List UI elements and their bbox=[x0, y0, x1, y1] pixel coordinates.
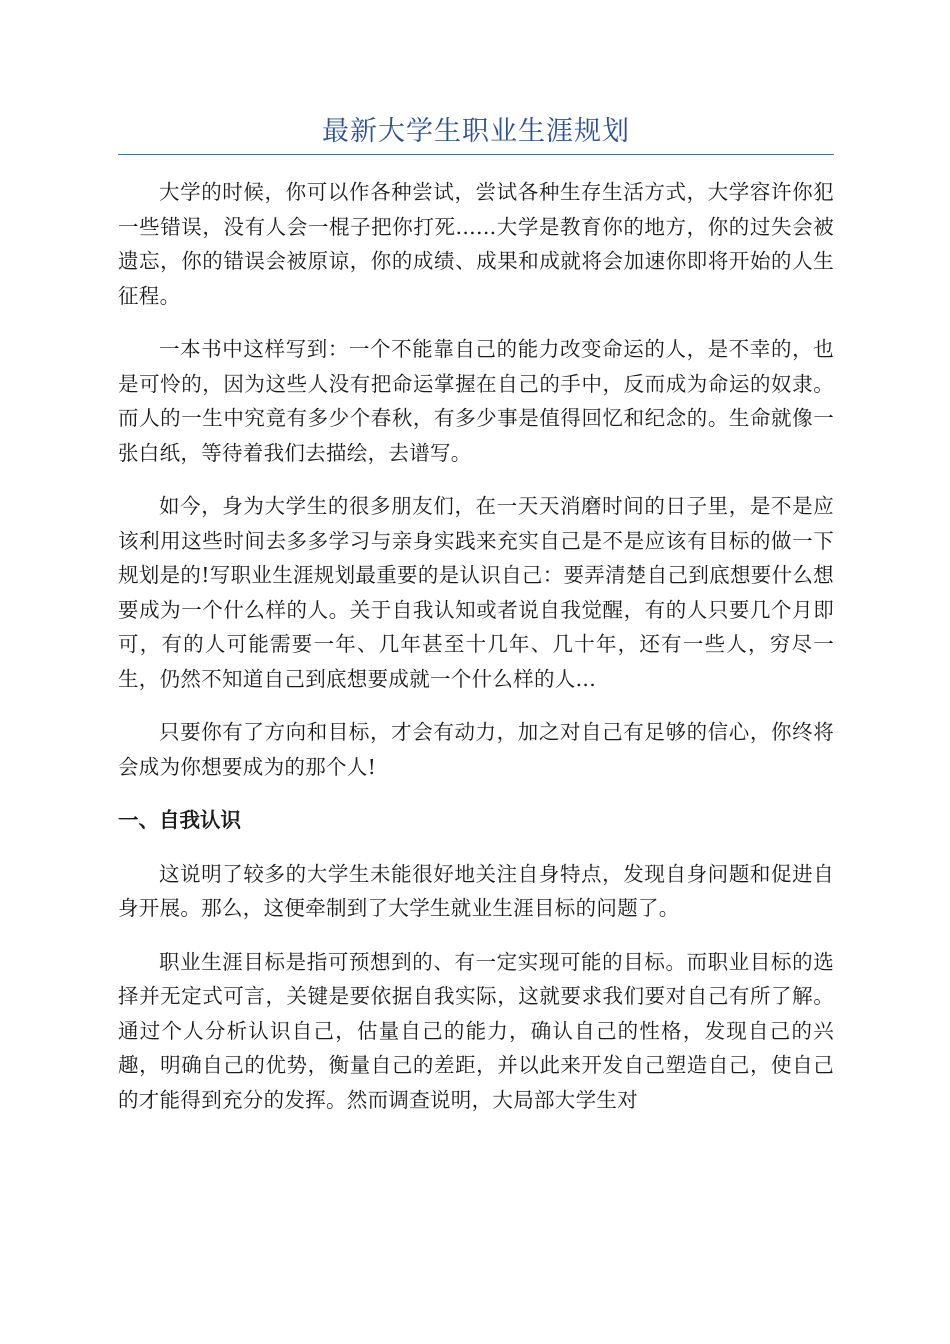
body-paragraph: 只要你有了方向和目标，才会有动力，加之对自己有足够的信心，你终将会成为你想要成为的那个人! bbox=[118, 720, 834, 779]
section-paragraph: 职业生涯目标是指可预想到的、有一定实现可能的目标。而职业目标的选择并无定式可言，关键是要依据自我实际，这就要求我们要对自己有所了解。通过个人分析认识自己，估量自己的能力，确认自己的性格，发现自己的兴趣，明确自己的优势，衡量自己的差距，并以此来开发自己塑造自己，使自己的才能得到充分的发挥。然而调查说明，大局部大学生对 bbox=[118, 949, 834, 1112]
section-heading: 一、自我认识 bbox=[118, 808, 241, 832]
body-paragraph: 大学的时候，你可以作各种尝试，尝试各种生存生活方式，大学容许你犯一些错误，没有人会一棍子把你打死......大学是教育你的地方，你的过失会被遗忘，你的错误会被原谅，你的成绩、成果和成就将会加速你即将开始的人生征程。 bbox=[118, 180, 834, 308]
body-paragraph: 一本书中这样写到：一个不能靠自己的能力改变命运的人，是不幸的，也是可怜的，因为这些人没有把命运掌握在自己的手中，反而成为命运的奴隶。而人的一生中究竟有多少个春秋，有多少事是值得回忆和纪念的。生命就像一张白纸，等待着我们去描绘，去谱写。 bbox=[118, 337, 834, 465]
document-page bbox=[118, 112, 834, 1136]
body-paragraph: 如今，身为大学生的很多朋友们，在一天天消磨时间的日子里，是不是应该利用这些时间去多多学习与亲身实践来充实自己是不是应该有目标的做一下规划是的!写职业生涯规划最重要的是认识自己：要弄清楚自己到底想要什么想要成为一个什么样的人。关于自我认知或者说自我觉醒，有的人只要几个月即可，有的人可能需要一年、几年甚至十几年、几十年，还有一些人，穷尽一生，仍然不知道自己到底想要成就一个什么样的人... bbox=[118, 494, 834, 691]
section-paragraph: 这说明了较多的大学生未能很好地关注自身特点，发现自身问题和促进自身开展。那么，这便牵制到了大学生就业生涯目标的问题了。 bbox=[118, 861, 834, 920]
document-title: 最新大学生职业生涯规划 bbox=[118, 112, 834, 155]
